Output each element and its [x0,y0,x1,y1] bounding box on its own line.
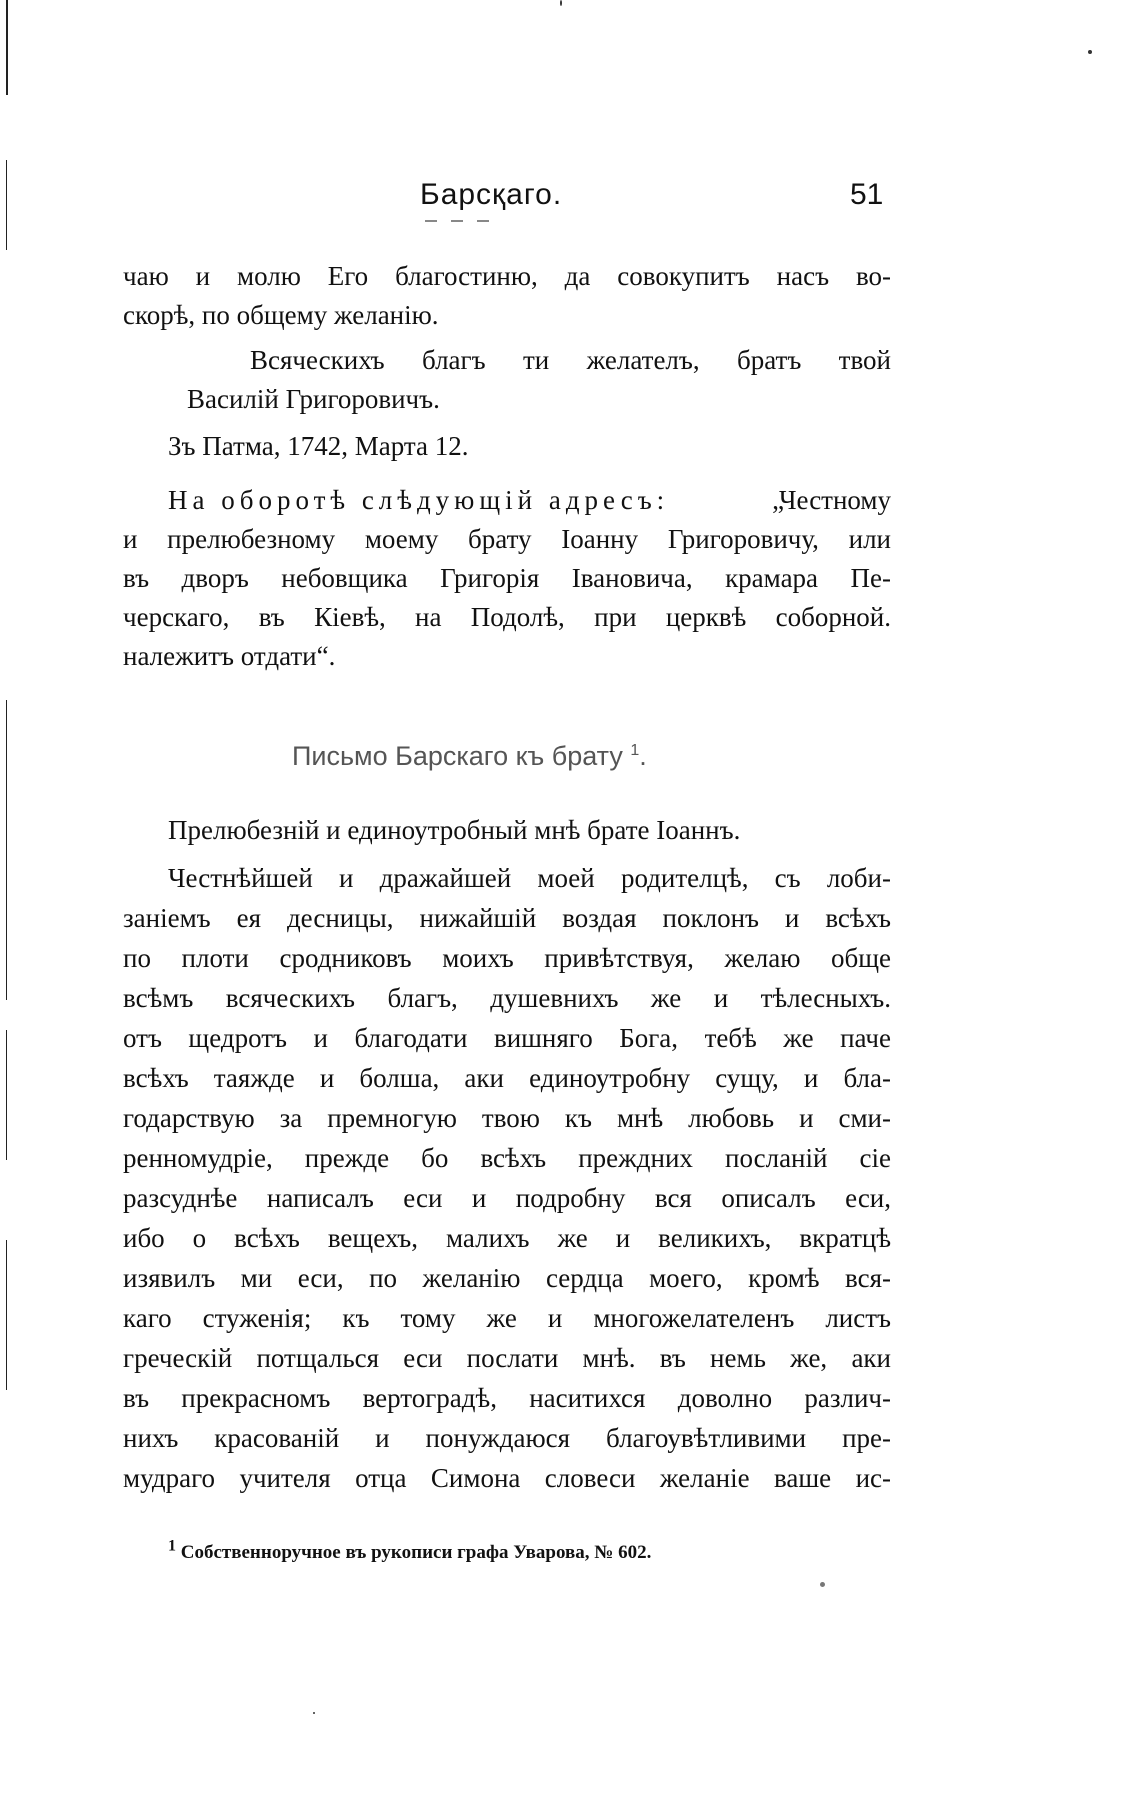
section-heading-end: . [639,741,647,771]
scan-speck [820,1582,825,1587]
text-line: годарствую за премногую твою къ мнѣ любовь и сми- [123,1103,891,1133]
scan-edge-shadow [6,700,7,1000]
text-line: черскаго, въ Кіевѣ, на Подолѣ, при церквѣ соборной. [123,602,891,632]
text-line: по плоти сродниковъ моихъ привѣтствуя, желаю обще [123,943,891,973]
scan-edge-shadow [6,1240,7,1390]
signature: Василій Григоровичъ. [187,384,440,414]
running-header: Барсқаго. [420,178,563,211]
text-line: заніемъ ея десницы, нижайшій воздая поклонъ и всѣхъ [123,903,891,933]
salutation: Прелюбезній и единоутробный мнѣ брате Іоаннъ. [168,815,741,845]
place-date: Зъ Патма, 1742, Марта 12. [168,431,469,461]
text-line: всѣмъ всяческихъ благъ, душевнихъ же и тѣлесныхъ. [123,983,891,1013]
footnote [168,1537,652,1566]
text-line: всѣхъ таяжде и болша, аки единоутробну сущу, и бла- [123,1063,891,1093]
scan-edge-shadow [6,0,8,95]
text-line: въ дворъ небовщика Григорія Івановича, крамара Пе- [123,563,891,593]
scan-edge-shadow [6,1030,7,1160]
text-line: чаю и молю Его благостиню, да совокупитъ насъ во- [123,261,891,291]
scan-speck [1088,50,1092,54]
address-first-line [168,482,891,518]
text-line: греческій потщалься еси послати мнѣ. въ немь же, аки [123,1343,891,1373]
section-heading [292,738,647,774]
text-line: въ прекрасномъ вертоградѣ, наситихся доволно различ- [123,1383,891,1413]
text-line: разсуднѣе написалъ еси и подробну вся описалъ еси, [123,1183,891,1213]
header-rule [425,220,495,222]
text-line: ренномудріе, прежде бо всѣхъ преждних посланій сіе [123,1143,891,1173]
closing-line: Всяческихъ благъ ти желателъ, братъ твой [250,345,891,375]
footnote-ref: 1 [630,742,640,759]
address-lead-rest: „Честному [772,485,891,515]
footnote-mark: 1 [168,1537,176,1555]
text-line: мудраго учителя отца Симона словеси желаніе ваше ис- [123,1463,891,1493]
text-line: скорѣ, по общему желанію. [123,300,439,330]
address-lead: На оборотѣ слѣдующій адресъ: [168,485,670,515]
footnote-text: Собственноручное въ рукописи графа Уварова, № 602. [180,1542,652,1563]
text-line: належитъ отдати“. [123,641,336,671]
text-line: ибо о всѣхъ вещехъ, малихъ же и великихъ, вкратцѣ [123,1223,891,1253]
text-line: каго стуженія; къ тому же и многожелателенъ листъ [123,1303,891,1333]
text-line: нихъ красованій и понуждаюся благоувѣтливими пре- [123,1423,891,1453]
text-line: Честнѣйшей и дражайшей моей родителцѣ, съ лоби- [168,863,891,893]
page-number: 51 [850,178,884,211]
text-line: изявилъ ми еси, по желанію сердца моего, кромѣ вся- [123,1263,891,1293]
scan-speck [313,1712,315,1714]
scan-edge-shadow [6,160,7,250]
text-line: отъ щедротъ и благодати вишняго Бога, тебѣ же паче [123,1023,891,1053]
scan-speck [560,0,562,6]
text-line: и прелюбезному моему брату Іоанну Григоровичу, или [123,524,891,554]
section-heading-text: Письмо Барскаго къ брату [292,741,623,771]
